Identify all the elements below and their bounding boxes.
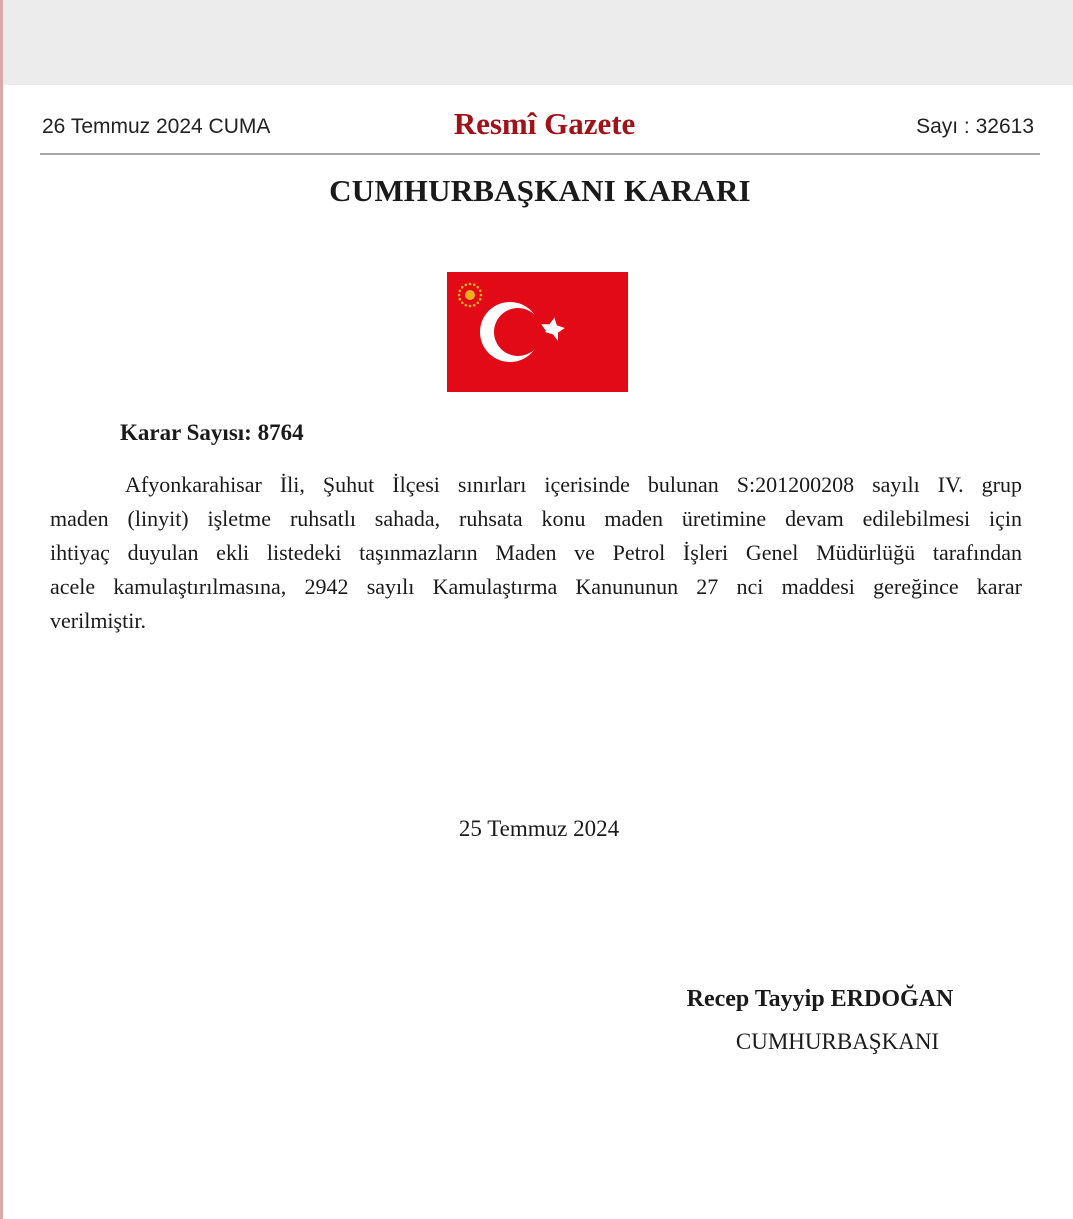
turkish-flag-icon [447, 272, 628, 392]
emblem-star-dot [464, 284, 467, 287]
decision-date: 25 Temmuz 2024 [458, 816, 620, 841]
body-line: maden (linyit) işletme ruhsatlı sahada, ruhsata konu maden üretimine devam edilebilmesi için [50, 506, 1022, 531]
emblem-star-dot [479, 298, 482, 301]
body-line: Afyonkarahisar İli, Şuhut İlçesi sınırları içerisinde bulunan S:201200208 sayılı IV. grup [125, 472, 1022, 497]
emblem-star-dot [473, 304, 476, 307]
emblem-star-dot [464, 304, 467, 307]
gazette-masthead: Resmî Gazete [453, 106, 636, 141]
emblem-star-dot [469, 305, 472, 308]
emblem-star-dot [476, 286, 479, 289]
body-line: acele kamulaştırılmasına, 2942 sayılı Kamulaştırma Kanununun 27 nci maddesi gereğince karar [50, 574, 1022, 599]
emblem-star-dot [461, 301, 464, 304]
body-line: ihtiyaç duyulan ekli listedeki taşınmazların Maden ve Petrol İşleri Genel Müdürlüğü tarafından [50, 540, 1022, 565]
emblem-star-dot [459, 298, 462, 301]
emblem-star-dot [479, 289, 482, 292]
signatory-name: Recep Tayyip ERDOĞAN [686, 986, 954, 1012]
emblem-star-dot [469, 283, 472, 286]
crescent-inner [494, 308, 542, 356]
emblem-star-dot [458, 294, 461, 297]
decision-body [50, 468, 1022, 638]
header-divider [40, 153, 1040, 155]
document-title: CUMHURBAŞKANI KARARI [329, 173, 751, 208]
emblem-star-dot [480, 294, 483, 297]
signatory-title: CUMHURBAŞKANI [735, 1029, 940, 1054]
emblem-star-dot [473, 284, 476, 287]
decision-number: Karar Sayısı: 8764 [120, 420, 304, 445]
emblem-star-dot [461, 286, 464, 289]
gazette-issue-number: Sayı : 32613 [916, 115, 1034, 138]
gazette-date: 26 Temmuz 2024 CUMA [42, 115, 271, 138]
body-line: verilmiştir. [50, 608, 146, 633]
top-band [0, 0, 1073, 85]
emblem-star-dot [476, 301, 479, 304]
emblem-star-dot [459, 289, 462, 292]
